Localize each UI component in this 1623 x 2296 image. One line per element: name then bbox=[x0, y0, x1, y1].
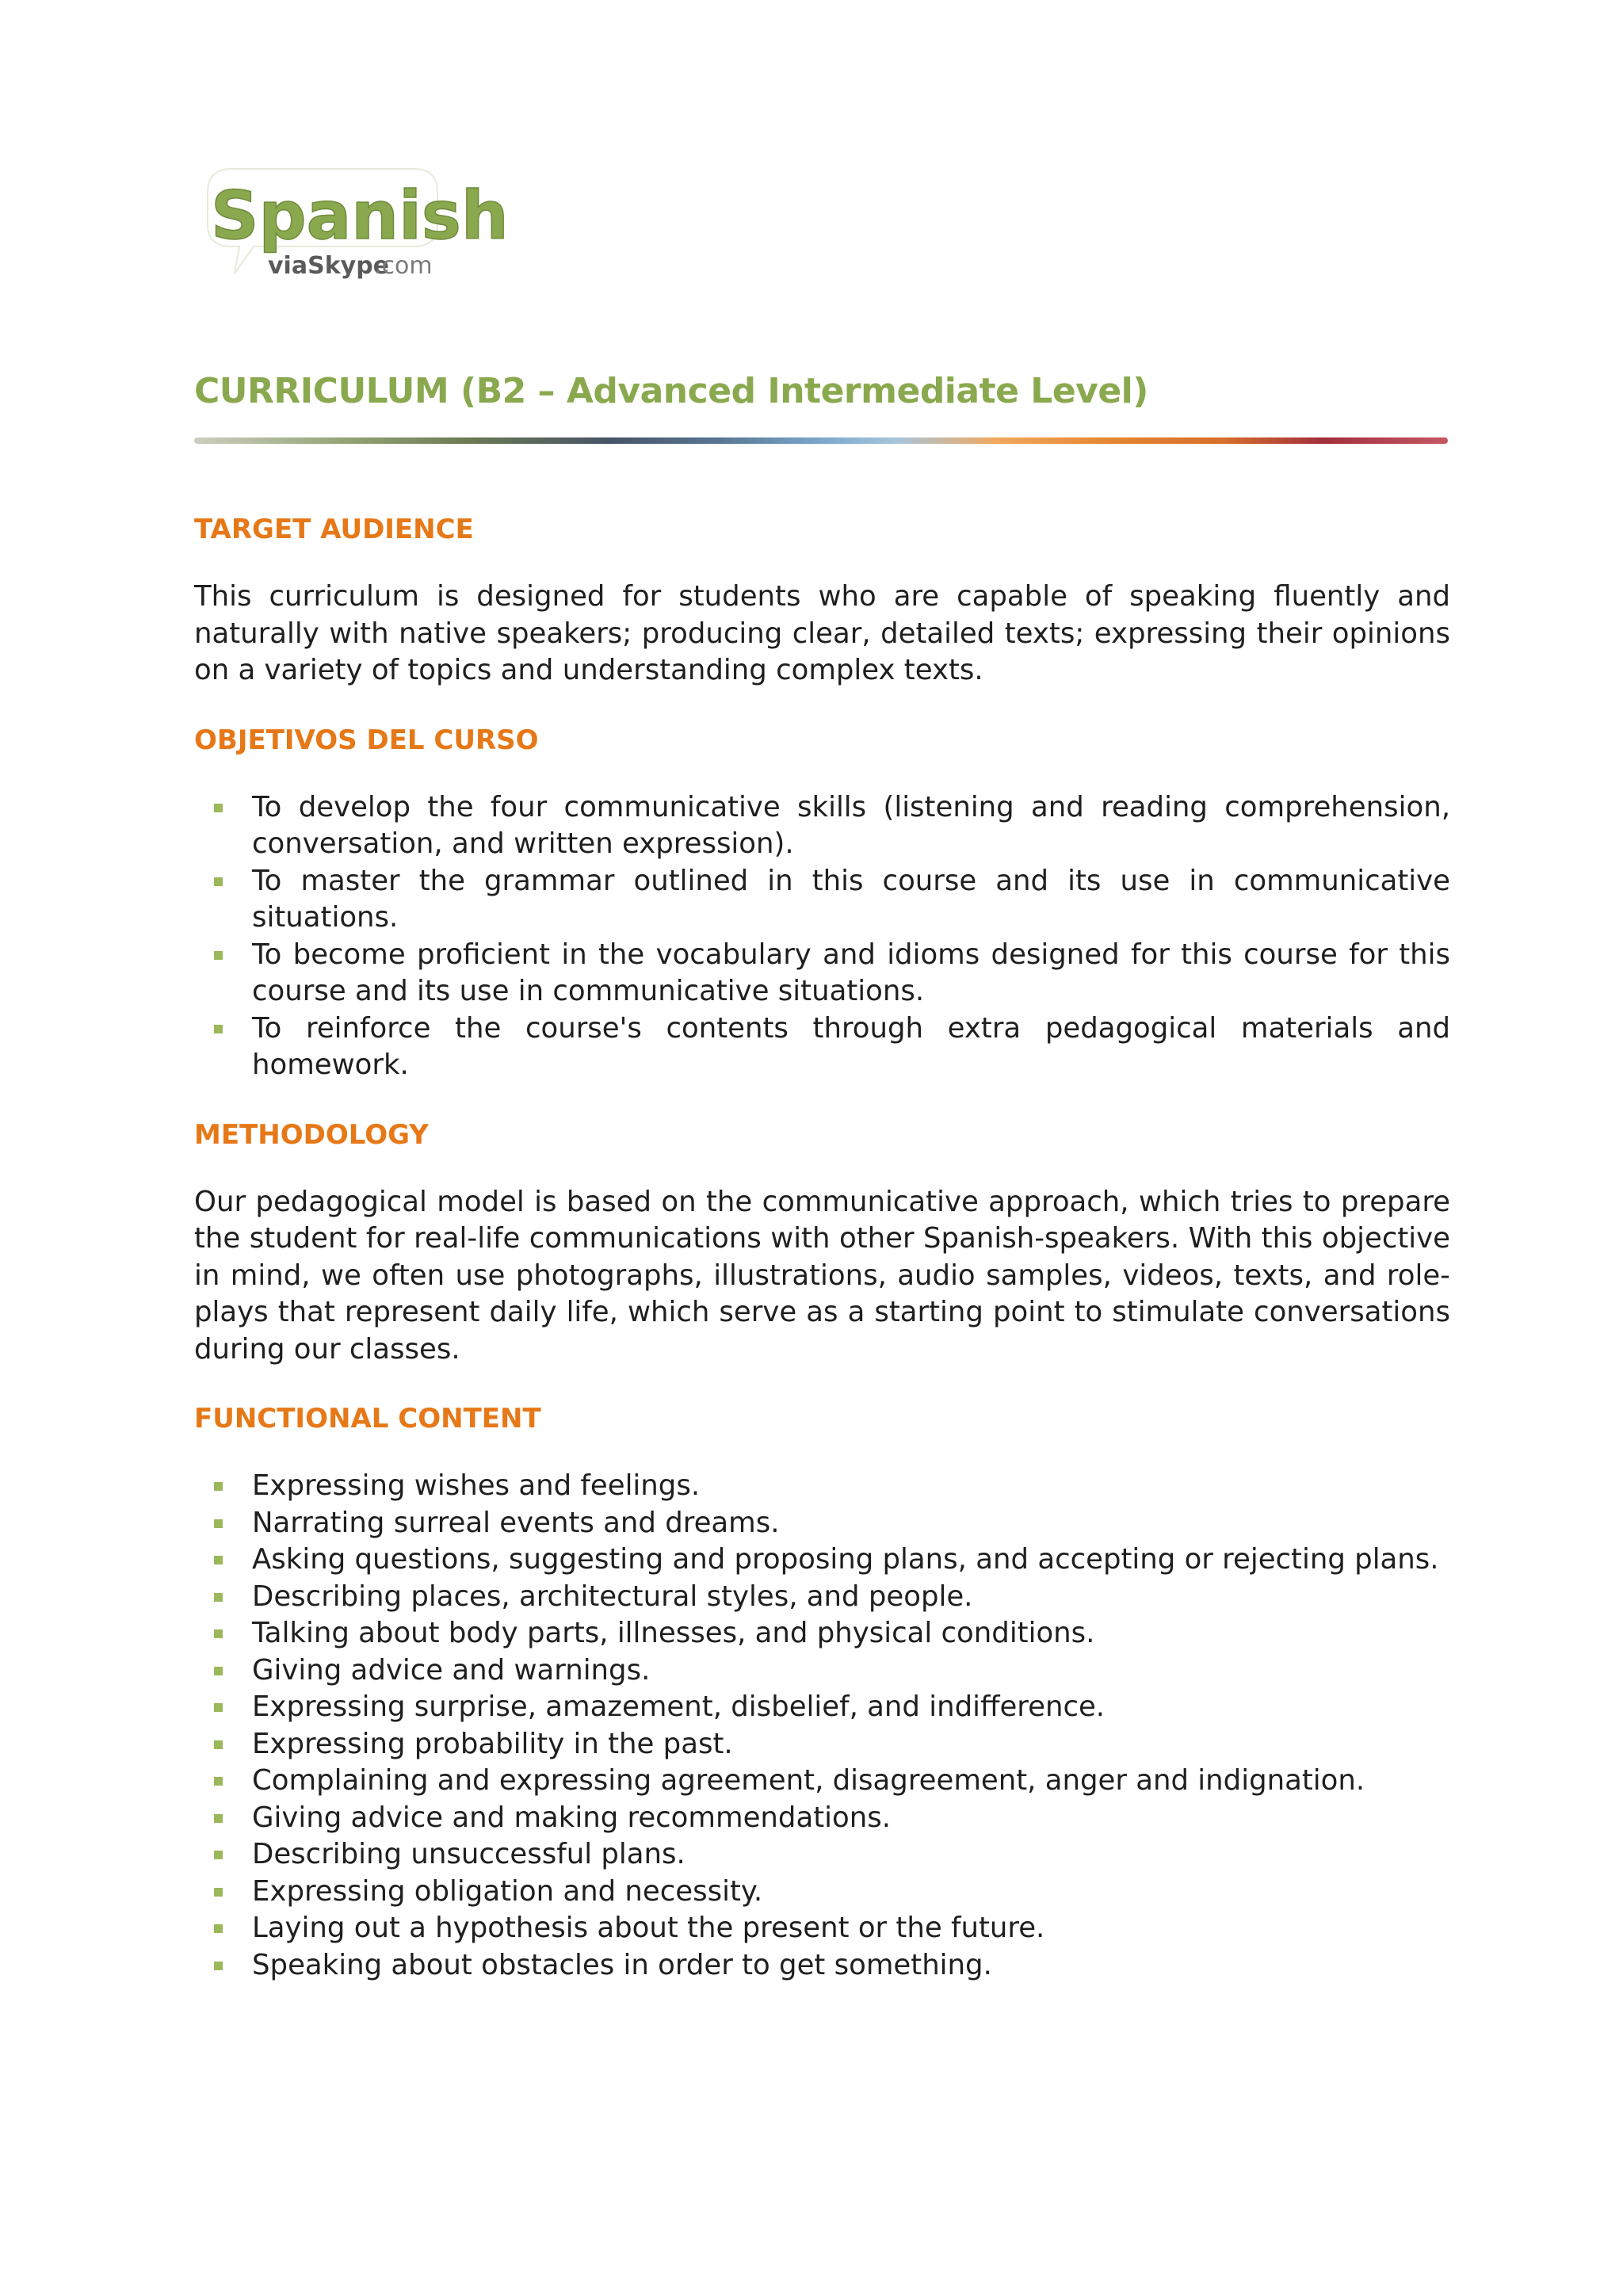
list-item: Narrating surreal events and dreams. bbox=[194, 1505, 1450, 1542]
document-body bbox=[194, 507, 1450, 1984]
document-title: CURRICULUM (B2 – Advanced Intermediate Level) bbox=[194, 371, 1148, 411]
list-item: To master the grammar outlined in this course and its use in communicative situations. bbox=[194, 863, 1450, 937]
square-bullet-icon bbox=[214, 1593, 223, 1602]
list-item: Describing places, architectural styles, and people. bbox=[194, 1579, 1450, 1616]
list-item: Expressing probability in the past. bbox=[194, 1726, 1450, 1763]
logo-speech-bubble-icon bbox=[198, 162, 509, 281]
square-bullet-icon bbox=[214, 1814, 223, 1823]
target-audience-heading: TARGET AUDIENCE bbox=[194, 514, 474, 545]
list-item: Expressing obligation and necessity. bbox=[194, 1874, 1450, 1911]
list-item: Laying out a hypothesis about the present or the future. bbox=[194, 1910, 1450, 1947]
list-item: Talking about body parts, illnesses, and physical conditions. bbox=[194, 1615, 1450, 1652]
logo-main-word: Spanish bbox=[211, 177, 509, 254]
square-bullet-icon bbox=[214, 1924, 223, 1933]
list-item: Expressing wishes and feelings. bbox=[194, 1468, 1450, 1505]
list-item: Giving advice and warnings. bbox=[194, 1652, 1450, 1690]
square-bullet-icon bbox=[214, 1667, 223, 1675]
square-bullet-icon bbox=[214, 1629, 223, 1638]
functional-content-list bbox=[194, 1468, 1450, 1984]
square-bullet-icon bbox=[214, 1556, 223, 1564]
list-item: Speaking about obstacles in order to get something. bbox=[194, 1947, 1450, 1985]
title-divider bbox=[194, 437, 1448, 444]
list-item: To develop the four communicative skills (listening and reading comprehension, conversation, and written expression). bbox=[194, 789, 1450, 863]
list-item: Asking questions, suggesting and proposing plans, and accepting or rejecting plans. bbox=[194, 1541, 1450, 1579]
list-item: To become proficient in the vocabulary and idioms designed for this course for this course and its use in communicative situations. bbox=[194, 937, 1450, 1010]
square-bullet-icon bbox=[214, 1777, 223, 1786]
square-bullet-icon bbox=[214, 1851, 223, 1859]
objectives-list bbox=[194, 789, 1450, 1084]
functional-content-heading: FUNCTIONAL CONTENT bbox=[194, 1403, 541, 1435]
square-bullet-icon bbox=[214, 951, 223, 960]
square-bullet-icon bbox=[214, 1740, 223, 1749]
square-bullet-icon bbox=[214, 1025, 223, 1033]
list-item: To reinforce the course's contents through extra pedagogical materials and homework. bbox=[194, 1010, 1450, 1084]
square-bullet-icon bbox=[214, 1888, 223, 1897]
target-audience-text: This curriculum is designed for students who are capable of speaking fluently and naturally with native speakers; producing clear, detailed texts; expressing their opinions on a variety of topics and understanding complex texts. bbox=[194, 580, 1450, 686]
methodology-text: Our pedagogical model is based on the communicative approach, which tries to prepare the student for real-life communications with other Spanish-speakers. With this objective in mind, we often use photographs, illustrations, audio samples, videos, texts, and role-plays that represent daily life, which serve as a starting point to stimulate conversations during our classes. bbox=[194, 1185, 1450, 1366]
logo-sub-word: viaSkype bbox=[268, 252, 390, 280]
square-bullet-icon bbox=[214, 877, 223, 886]
methodology-heading: METHODOLOGY bbox=[194, 1118, 429, 1151]
square-bullet-icon bbox=[214, 804, 223, 812]
square-bullet-icon bbox=[214, 1519, 223, 1528]
list-item: Describing unsuccessful plans. bbox=[194, 1836, 1450, 1874]
square-bullet-icon bbox=[214, 1703, 223, 1712]
list-item: Giving advice and making recommendations. bbox=[194, 1800, 1450, 1837]
list-item: Complaining and expressing agreement, disagreement, anger and indignation. bbox=[194, 1763, 1450, 1800]
square-bullet-icon bbox=[214, 1962, 223, 1970]
square-bullet-icon bbox=[214, 1482, 223, 1491]
logo-domain-suffix: .com bbox=[374, 252, 433, 280]
list-item: Expressing surprise, amazement, disbelief, and indifference. bbox=[194, 1689, 1450, 1726]
objectives-heading: OBJETIVOS DEL CURSO bbox=[194, 724, 539, 756]
spanish-via-skype-logo bbox=[198, 162, 509, 281]
